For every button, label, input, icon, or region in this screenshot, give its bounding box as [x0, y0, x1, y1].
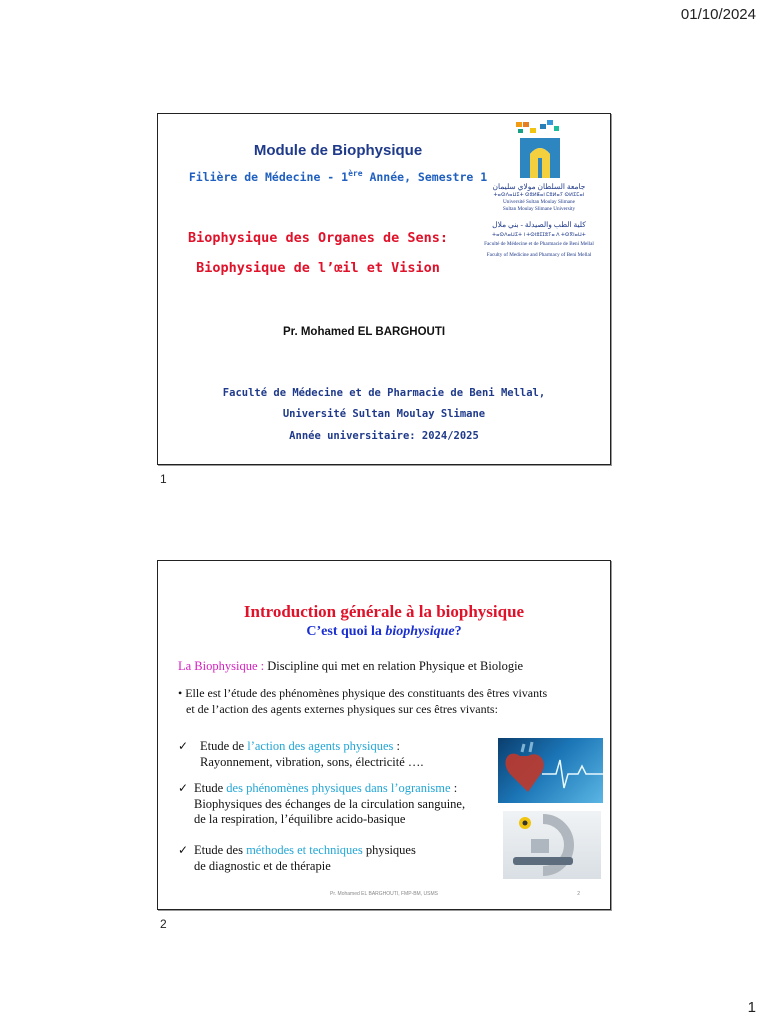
module-subtitle: Filière de Médecine - 1ère Année, Semestre 1	[188, 169, 488, 184]
slide-1	[157, 113, 611, 465]
course-title-line-2: Biophysique de l’œil et Vision	[196, 260, 440, 276]
check-icon: ✓	[178, 739, 189, 753]
logo-arabic-faculty: كلية الطب والصيدلة - بني ملال	[492, 220, 586, 229]
slide-1-number: 1	[160, 472, 167, 486]
logo-arabic-name: جامعة السلطان مولاي سليمان	[492, 182, 586, 191]
faculty-line-2: Université Sultan Moulay Slimane	[282, 408, 486, 420]
item-1-line-1: Etude de l’action des agents physiques :	[200, 739, 400, 753]
logo-fr-name: Université Sultan Moulay Slimane	[503, 199, 575, 205]
definition-line: La Biophysique : Discipline qui met en relation Physique et Biologie	[178, 659, 524, 673]
item-2-line-1: Etude des phénomènes physiques dans l’ogranisme :	[194, 781, 458, 795]
item-1-line-2: Rayonnement, vibration, sons, électricité ….	[200, 755, 424, 769]
slide-footer: Pr. Mohamed EL BARGHOUTI, FMP-BM, USMS	[330, 891, 438, 897]
slide-2	[157, 560, 611, 910]
slide-2-number: 2	[160, 917, 167, 931]
check-icon: ✓	[178, 843, 189, 857]
logo-en-faculty: Faculty of Medicine and Pharmacy of Beni Mellal	[486, 252, 592, 258]
usms-emblem-icon	[516, 120, 564, 180]
logo-tifinagh-faculty: ⵜⴰⵙⴷⴰⵡⵉⵜ ⵏ ⵜⵙⵏⵓⵊⵊⵓⵢⴰ ⴷ ⵜⵙⴳⵏⴰⵡⵜ	[492, 232, 586, 238]
item-3-line-2: de diagnostic et de thérapie	[194, 859, 331, 873]
heart-icon	[498, 738, 603, 803]
slide-subtitle: C’est quoi la biophysique?	[306, 624, 462, 639]
heart-ecg-image	[498, 738, 603, 803]
slide-footer-number: 2	[577, 891, 580, 897]
faculty-line-1: Faculté de Médecine et de Pharmacie de Beni Mellal,	[222, 387, 546, 399]
definition-label: La Biophysique :	[178, 659, 265, 673]
course-title-line-1: Biophysique des Organes de Sens:	[187, 230, 449, 246]
faculty-line-3: Année universitaire: 2024/2025	[289, 430, 479, 442]
medical-scanner-image	[503, 811, 601, 879]
item-3-line-1: Etude des méthodes et techniques physiques	[194, 843, 416, 857]
university-logo	[470, 120, 608, 265]
module-title: Module de Biophysique	[253, 142, 423, 159]
item-2-line-2: Biophysiques des échanges de la circulation sanguine,	[194, 797, 466, 811]
scanner-icon	[503, 811, 601, 879]
logo-tifinagh-name: ⵜⴰⵙⴷⴰⵡⵉⵜ ⵙⵓⵍⵟⴰⵏ ⵎⵓⵍⴰⵢ ⵙⵍⵉⵎⴰⵏ	[493, 192, 585, 198]
logo-en-name: Sultan Moulay Slimane University	[502, 206, 576, 212]
item-2-line-3: de la respiration, l’équilibre acido-basique	[194, 812, 406, 826]
document-date: 01/10/2024	[680, 6, 756, 23]
logo-fr-faculty: Faculté de Médecine et de Pharmacie de Beni Mellal	[484, 241, 594, 247]
slide-title: Introduction générale à la biophysique	[243, 602, 525, 621]
intro-bullet-line-1: • Elle est l’étude des phénomènes physique des constituants des êtres vivants	[178, 686, 548, 700]
check-icon: ✓	[178, 781, 189, 795]
professor-name: Pr. Mohamed EL BARGHOUTI	[282, 326, 446, 338]
intro-bullet-line-2: et de l’action des agents externes physiques sur ces êtres vivants:	[186, 702, 498, 716]
page-number: 1	[747, 999, 756, 1016]
